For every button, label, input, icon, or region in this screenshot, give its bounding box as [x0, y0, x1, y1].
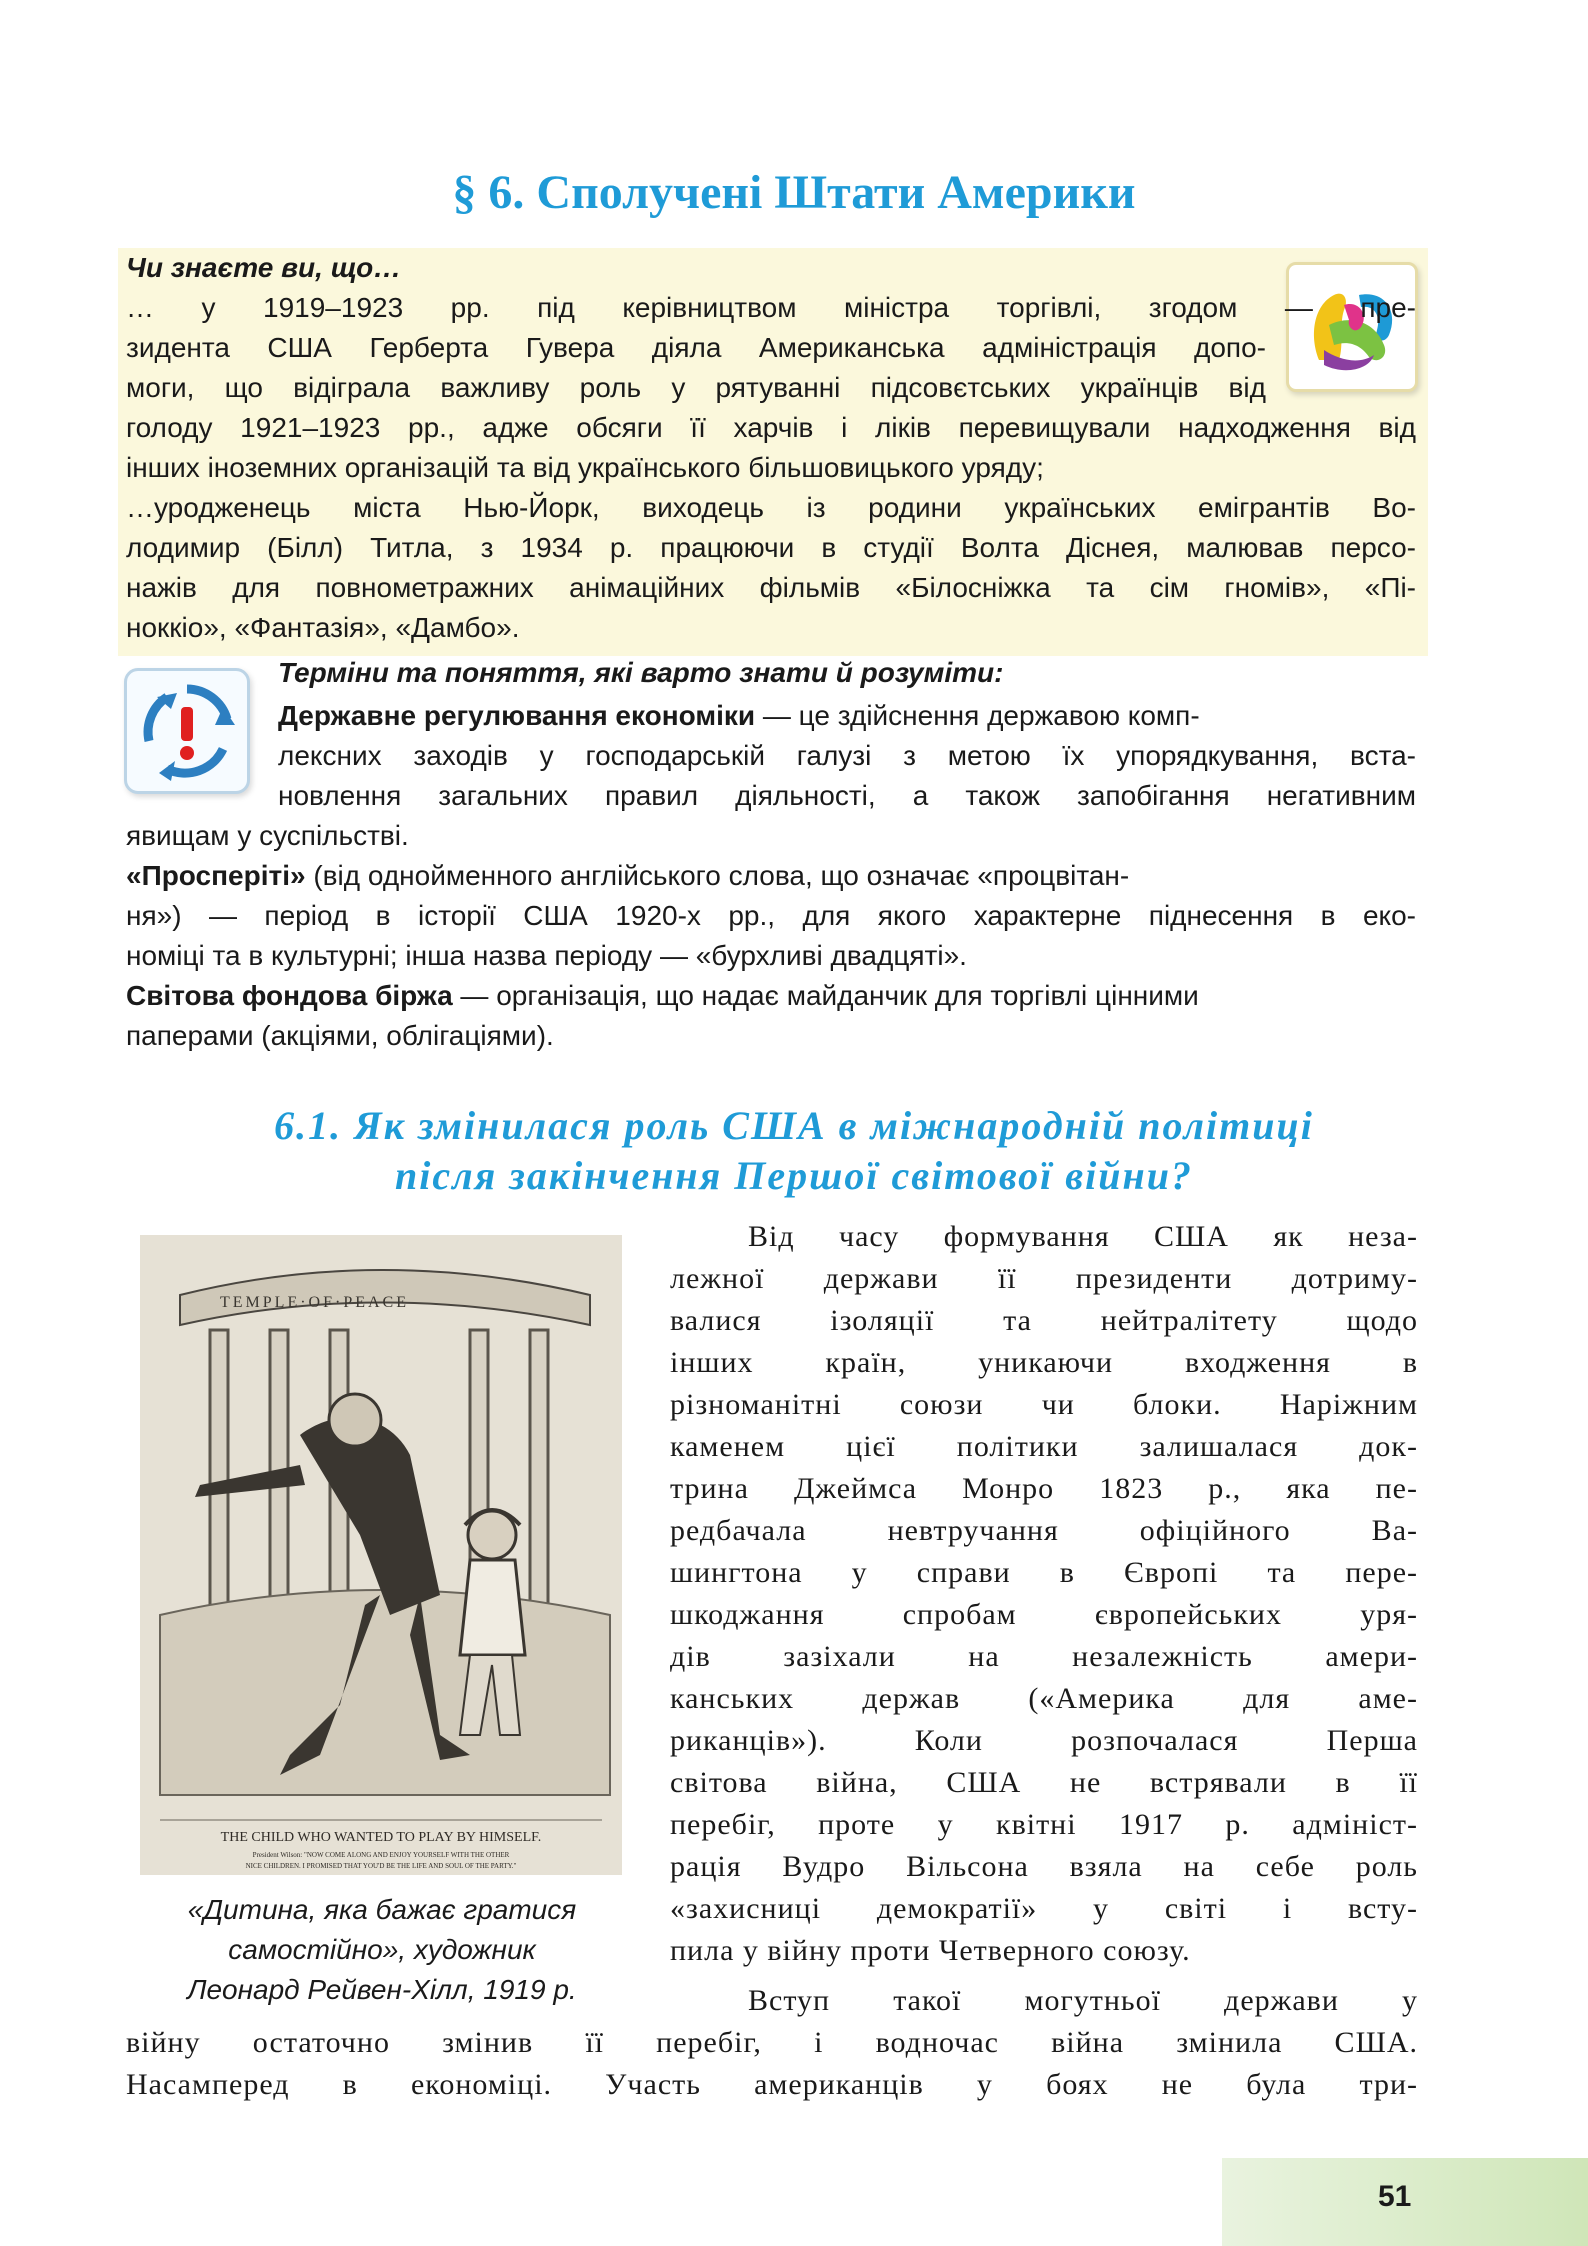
body-text-line: Вступ такої могутньої держави у [748, 1984, 1418, 2017]
body-text-line: шкоджання спробам європейських уря- [670, 1598, 1418, 1631]
term-definition-line: паперами (акціями, облігаціями). [126, 1020, 554, 1051]
term-definition-line: «Просперіті» (від однойменного англійського слова, що означає «процвітан- [126, 860, 1130, 891]
body-text-line: дів зазіхали на незалежність амери- [670, 1640, 1418, 1673]
body-text-line: різноманітні союзи чи блоки. Наріжним [670, 1388, 1418, 1421]
term-definition-line: номіці та в культурні; інша назва періоду — «бурхливі двадцяті». [126, 940, 967, 971]
page-number: 51 [1378, 2180, 1412, 2213]
body-text-line: пила у війну проти Четверного союзу. [670, 1934, 1191, 1967]
cartoon-illustration [140, 1235, 622, 1875]
cartoon-subtitle: President Wilson: "NOW COME ALONG AND ENJOY YOURSELF WITH THE OTHER [252, 1851, 510, 1859]
body-text-line: світова війна, США не встрявали в її [670, 1766, 1418, 1799]
body-text-line: «захисниці демократії» у світі і всту- [670, 1892, 1418, 1925]
cartoon-title: THE CHILD WHO WANTED TO PLAY BY HIMSELF. [220, 1830, 542, 1845]
body-text-line: каменем цієї політики залишалася док- [670, 1430, 1418, 1463]
term-definition-line: лексних заходів у господарській галузі з метою їх упорядкування, вста- [278, 740, 1416, 771]
body-text-line: канських держав («Америка для аме- [670, 1682, 1418, 1715]
illustration-caption: Леонард Рейвен-Хілл, 1919 р. [187, 1974, 577, 2005]
fact-line: голоду 1921–1923 рр., адже обсяги її харчів і ліків перевищували надходження від [126, 412, 1416, 443]
body-text-line: трина Джеймса Монро 1823 р., яка пе- [670, 1472, 1418, 1505]
did-you-know-heading: Чи знаєте ви, що… [126, 252, 402, 283]
illustration-caption: самостійно», художник [228, 1934, 536, 1965]
illustration-caption: «Дитина, яка бажає гратися [187, 1894, 577, 1925]
body-text-line: риканців»). Коли розпочалася Перша [670, 1724, 1418, 1757]
term-definition-line: Державне регулювання економіки — це здійснення державою комп- [278, 700, 1200, 731]
fact-line: моги, що відіграла важливу роль у рятуванні підсовєтських українців від [126, 372, 1266, 403]
fact-line: нажів для повнометражних анімаційних фільмів «Білосніжка та сім гномів», «Пі- [126, 572, 1416, 603]
fact-line: …уродженець міста Нью-Йорк, виходець із родини українських емігрантів Во- [126, 492, 1416, 523]
page-title: § 6. Сполучені Штати Америки [452, 166, 1136, 219]
fact-line: інших іноземних організацій та від українського більшовицького уряду; [126, 452, 1044, 483]
body-text-line: редбачала невтручання офіційного Ва- [670, 1514, 1418, 1547]
section-heading: після закінчення Першої світової війни? [395, 1153, 1193, 1198]
body-text-line: Від часу формування США як неза- [748, 1220, 1418, 1253]
terms-heading: Терміни та поняття, які варто знати й розуміти: [278, 657, 1004, 688]
body-text-line: лежної держави її президенти дотриму- [670, 1262, 1418, 1295]
term-name: «Просперіті» [126, 860, 306, 891]
body-text-line: шингтона у справи в Європі та пере- [670, 1556, 1418, 1589]
term-definition-line: Світова фондова біржа — організація, що надає майданчик для торгівлі цінними [126, 980, 1199, 1011]
fact-line: зидента США Герберта Гувера діяла Американська адміністрація допо- [126, 332, 1266, 363]
body-text-line: рація Вудро Вільсона взяла на себе роль [670, 1850, 1418, 1883]
cartoon-subtitle: NICE CHILDREN. I PROMISED THAT YOU'D BE THE LIFE AND SOUL OF THE PARTY." [245, 1862, 517, 1870]
term-definition-line: ня») — період в історії США 1920-х рр., для якого характерне піднесення в еко- [126, 900, 1416, 931]
term-definition-line: новлення загальних правил діяльності, а також запобігання негативним [278, 780, 1416, 811]
body-text-line: війну остаточно змінив її перебіг, і водночас війна змінила США. [126, 2026, 1418, 2059]
term-definition-line: явищам у суспільстві. [126, 820, 409, 851]
section-heading: 6.1. Як змінилася роль США в міжнародній політиці [274, 1103, 1314, 1148]
body-text-line: валися ізоляції та нейтралітету щодо [670, 1304, 1418, 1337]
cartoon-banner: TEMPLE·OF·PEACE [220, 1294, 409, 1311]
body-text-line: перебіг, проте у квітні 1917 р. адмініст- [670, 1808, 1418, 1841]
body-text-line: Насамперед в економіці. Участь американців у боях не була три- [126, 2068, 1418, 2101]
term-name: Світова фондова біржа [126, 980, 453, 1011]
body-text-line: інших країн, уникаючи входження в [670, 1346, 1418, 1379]
fact-line: ноккіо», «Фантазія», «Дамбо». [126, 612, 520, 643]
fact-line: … у 1919–1923 рр. під керівництвом міністра торгівлі, згодом — пре- [126, 292, 1416, 323]
fact-line: лодимир (Білл) Титла, з 1934 р. працюючи в студії Волта Діснея, малював персо- [126, 532, 1416, 563]
exclamation-arrows-icon [124, 668, 250, 794]
term-name: Державне регулювання економіки [278, 700, 756, 731]
